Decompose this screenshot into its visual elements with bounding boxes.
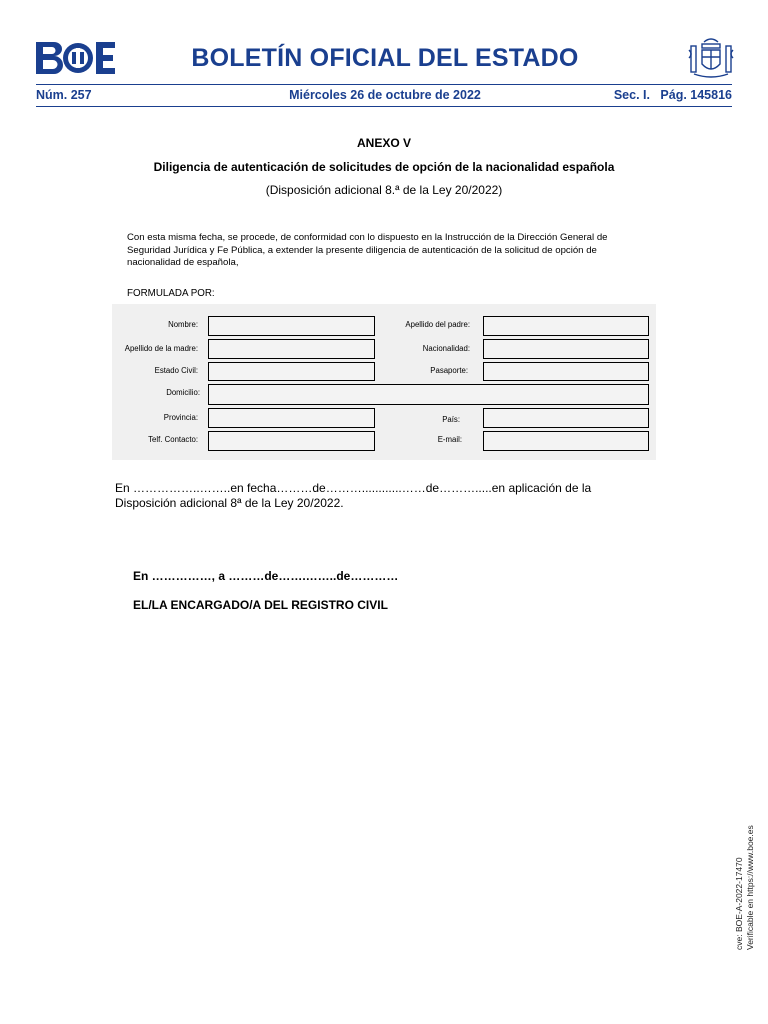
- pais-field[interactable]: [483, 408, 649, 428]
- authentication-place-date: En ……………..……..en fecha………de………............……de……….....en aplicación de la Disposición adicional 8ª de la Ley 20/2022.: [115, 481, 592, 510]
- label-provincia: Provincia:: [163, 413, 198, 422]
- section-label: Sec. I.: [613, 88, 650, 102]
- document-subtitle: Diligencia de autenticación de solicitudes de opción de la nacionalidad española: [153, 160, 615, 174]
- intro-paragraph: Con esta misma fecha, se procede, de conformidad con lo dispuesto en la Instrucción de la Dirección General de Seguridad Jurídica y Fe Pública, a extender la presente diligencia de autenticación de la solicitud de opción de nacionalidad de española,: [127, 232, 608, 268]
- label-pasaporte: Pasaporte:: [430, 366, 468, 375]
- annex-title: ANEXO V: [356, 136, 411, 150]
- label-pais: País:: [442, 415, 460, 424]
- legal-reference: (Disposición adicional 8.ª de la Ley 20/2022): [265, 183, 503, 197]
- verify-url: Verificable en https://www.boe.es: [745, 825, 755, 950]
- header-rule-bottom: [36, 106, 732, 107]
- provincia-field[interactable]: [208, 408, 375, 428]
- formulada-label: FORMULADA POR:: [127, 288, 215, 299]
- label-nombre: Nombre:: [168, 320, 198, 329]
- registrar-signature-label: EL/LA ENCARGADO/A DEL REGISTRO CIVIL: [133, 598, 388, 612]
- issue-date: Miércoles 26 de octubre de 2022: [289, 88, 481, 102]
- newspaper-title: BOLETÍN OFICIAL DEL ESTADO: [191, 44, 579, 72]
- email-field[interactable]: [483, 431, 649, 451]
- pasaporte-field[interactable]: [483, 362, 649, 381]
- section-page: [614, 88, 732, 102]
- label-apellido-padre: Apellido del padre:: [405, 320, 470, 329]
- cve-code: cve: BOE-A-2022-17470: [734, 857, 744, 950]
- estado-civil-field[interactable]: [208, 362, 375, 381]
- issue-number: Núm. 257: [36, 88, 92, 102]
- header-rule-top: [36, 84, 732, 85]
- label-email: E-mail:: [437, 435, 462, 444]
- signature-place-date: En ……………, a ………de…….……..de…………: [133, 569, 399, 583]
- label-nacionalidad: Nacionalidad:: [422, 344, 470, 353]
- coat-of-arms-icon: [688, 36, 734, 80]
- nacionalidad-field[interactable]: [483, 339, 649, 359]
- label-telf-contacto: Telf. Contacto:: [148, 435, 198, 444]
- telf-contacto-field[interactable]: [208, 431, 375, 451]
- apellido-padre-field[interactable]: [483, 316, 649, 336]
- boe-logo-icon: [36, 42, 116, 74]
- domicilio-field[interactable]: [208, 384, 649, 405]
- nombre-field[interactable]: [208, 316, 375, 336]
- label-estado-civil: Estado Civil:: [154, 366, 198, 375]
- apellido-madre-field[interactable]: [208, 339, 375, 359]
- label-apellido-madre: Apellido de la madre:: [124, 344, 198, 353]
- label-domicilio: Domicilio:: [166, 388, 200, 397]
- cve-verification: [734, 750, 756, 950]
- page-number: Pág. 145816: [660, 88, 732, 102]
